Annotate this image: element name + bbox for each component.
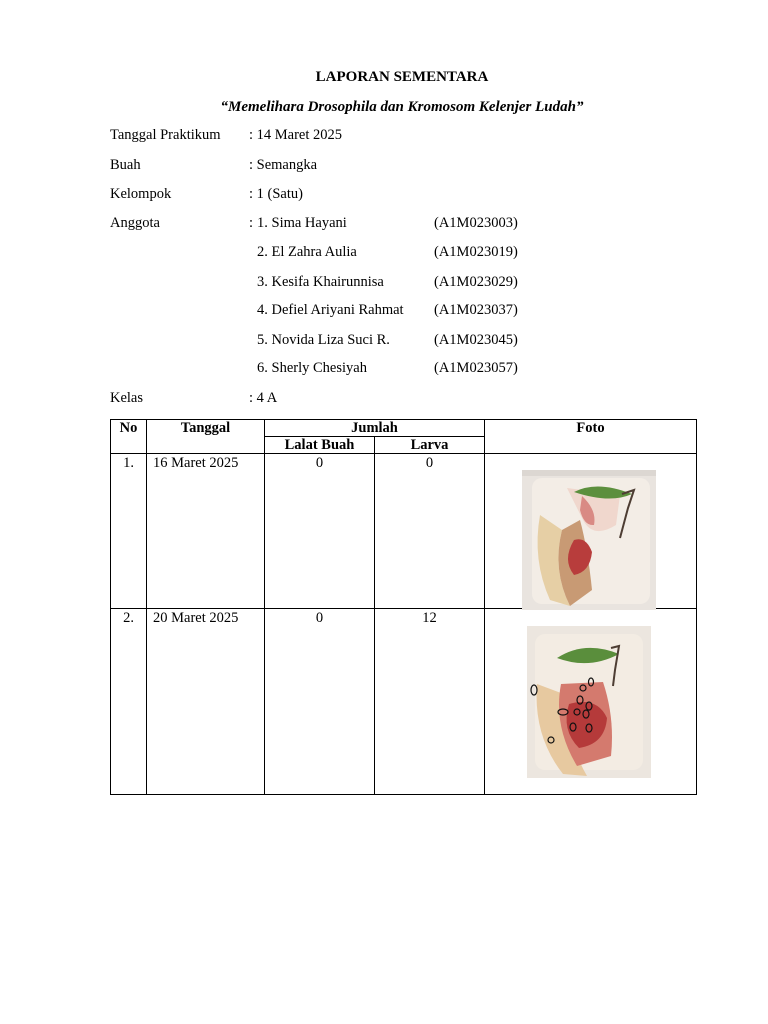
member-name: 4. Defiel Ariyani Rahmat — [257, 302, 404, 318]
member-name: 6. Sherly Chesiyah — [257, 360, 367, 376]
header-larva: Larva — [375, 437, 485, 454]
member-name: 3. Kesifa Khairunnisa — [257, 274, 384, 290]
buah-value: : Semangka — [249, 157, 318, 173]
member-name: 2. El Zahra Aulia — [257, 244, 357, 260]
header-lalat-buah: Lalat Buah — [265, 437, 375, 454]
anggota-label: Anggota — [110, 215, 160, 231]
kelompok-value: : 1 (Satu) — [249, 186, 303, 202]
tanggal-label: Tanggal Praktikum — [110, 127, 221, 143]
row-lalat-buah: 0 — [265, 609, 375, 795]
header-foto: Foto — [485, 420, 697, 454]
report-subtitle: “Memelihara Drosophila dan Kromosom Kelenjer Ludah” — [220, 99, 584, 115]
header-jumlah: Jumlah — [265, 420, 485, 437]
watermelon-larva-photo — [527, 626, 651, 778]
watermelon-photo — [522, 470, 656, 610]
member-nim: (A1M023045) — [434, 332, 518, 348]
report-title: LAPORAN SEMENTARA — [315, 69, 489, 85]
member-nim: (A1M023057) — [434, 360, 518, 376]
member-nim: (A1M023019) — [434, 244, 518, 260]
kelompok-label: Kelompok — [110, 186, 172, 202]
header-no: No — [111, 420, 147, 454]
member-nim: (A1M023003) — [434, 215, 518, 231]
table-header-row — [111, 420, 697, 437]
table-row — [111, 609, 697, 795]
member-name: 1. Sima Hayani — [257, 215, 347, 231]
observation-table — [110, 419, 697, 795]
row-larva: 0 — [375, 454, 485, 609]
row-date: 16 Maret 2025 — [147, 454, 265, 609]
row-photo-cell — [485, 609, 697, 795]
kelas-label: Kelas — [110, 390, 144, 406]
member-nim: (A1M023029) — [434, 274, 518, 290]
member-nim: (A1M023037) — [434, 302, 518, 318]
row-no: 2. — [111, 609, 147, 795]
table-row — [111, 454, 697, 609]
row-no: 1. — [111, 454, 147, 609]
row-photo-cell — [485, 454, 697, 609]
kelas-value: : 4 A — [249, 390, 278, 406]
anggota-colon: : — [249, 215, 254, 231]
row-larva: 12 — [375, 609, 485, 795]
tanggal-value: : 14 Maret 2025 — [249, 127, 343, 143]
row-lalat-buah: 0 — [265, 454, 375, 609]
row-date: 20 Maret 2025 — [147, 609, 265, 795]
buah-label: Buah — [110, 157, 141, 173]
member-name: 5. Novida Liza Suci R. — [257, 332, 390, 348]
header-tanggal: Tanggal — [147, 420, 265, 454]
